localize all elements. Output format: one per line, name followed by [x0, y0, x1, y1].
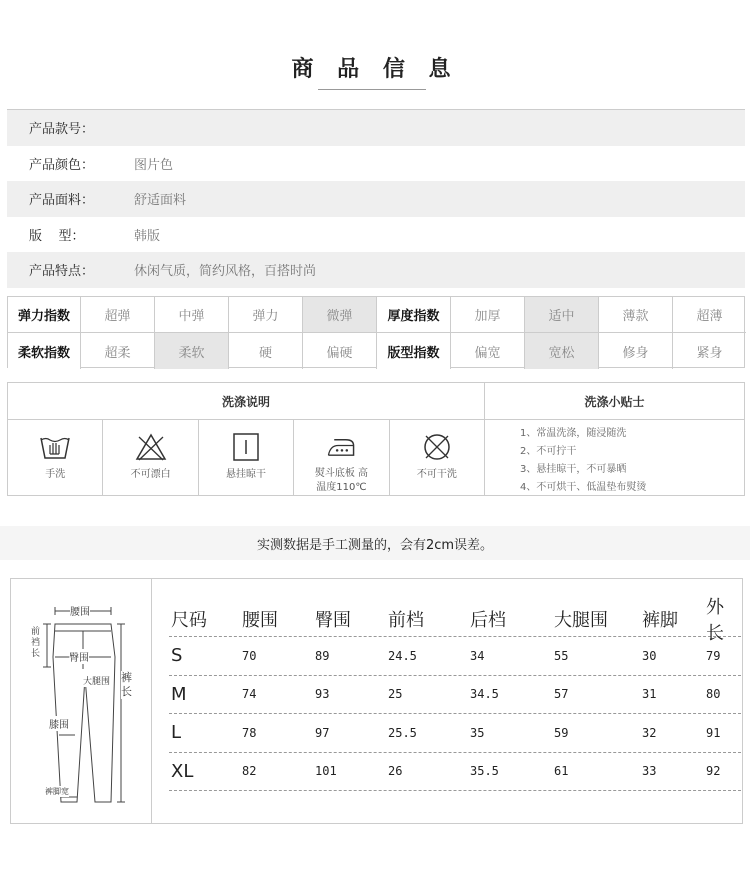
size-cell: 34.5: [470, 687, 499, 702]
divider: [151, 579, 152, 823]
info-row: [7, 217, 745, 253]
index-option-selected: 适中: [525, 297, 599, 333]
header-cell: 裤脚: [642, 609, 678, 631]
size-cell: 78: [242, 725, 257, 740]
info-value: 舒适面料: [134, 193, 187, 209]
wash-caption: 熨斗底板 高 温度110℃: [314, 468, 369, 493]
index-option: 超薄: [673, 297, 746, 333]
fit-label: 版型指数: [377, 333, 451, 369]
size-cell: 30: [642, 648, 657, 663]
index-option: 紧身: [696, 345, 723, 361]
index-option: 薄款: [599, 297, 673, 333]
size-cell: 79: [706, 648, 721, 663]
size-cell: 35: [470, 725, 485, 740]
wash-instructions-title: 洗涤说明: [8, 383, 485, 420]
info-label: 产品颜色：: [29, 157, 95, 173]
info-value: 图片色: [134, 157, 174, 173]
size-cell: 32: [642, 725, 657, 740]
info-row: [7, 110, 745, 146]
index-option-selected: 宽松: [525, 333, 599, 369]
wash-caption: 不可漂白: [130, 469, 171, 480]
tip-item: 4、不可烘干、低温垫布熨烫: [520, 482, 647, 493]
index-option: 弹力: [229, 297, 303, 333]
info-row: [7, 252, 745, 288]
size-cell: 101: [315, 764, 337, 779]
index-option: 加厚: [451, 297, 525, 333]
diagram-waist: 腰围: [70, 603, 90, 618]
header-cell: 外长: [706, 596, 724, 644]
wash-caption: 悬挂晾干: [226, 469, 267, 480]
diagram-front-rise: 前裆长: [31, 627, 45, 660]
page-title: 商 品 信 息: [291, 57, 459, 82]
info-value: 韩版: [134, 228, 161, 244]
product-info-table: [7, 109, 745, 288]
index-option-selected: 微弹: [303, 297, 377, 333]
info-label: 产品款号：: [29, 122, 95, 138]
header-cell: 后档: [470, 609, 506, 631]
wash-item: [294, 420, 389, 495]
wash-caption: 不可干洗: [416, 469, 457, 480]
size-cell: 89: [315, 648, 330, 663]
info-label: 产品特点：: [29, 264, 95, 280]
wash-caption: 手洗: [45, 469, 66, 480]
diagram-hip: 臀围: [69, 649, 89, 664]
index-grid: [7, 296, 745, 368]
index-option: 硬: [229, 333, 303, 369]
size-cell: 97: [315, 725, 330, 740]
thickness-label: 厚度指数: [377, 297, 451, 333]
size-table: [169, 596, 741, 791]
hand-wash-icon: [38, 432, 72, 462]
size-cell: XL: [171, 760, 194, 782]
diagram-length: 裤长: [121, 671, 135, 699]
size-cell: 59: [554, 725, 569, 740]
size-cell: 24.5: [388, 648, 417, 663]
header-cell: 臀围: [315, 609, 351, 631]
info-value: 休闲气质，简约风格，百搭时尚: [134, 264, 317, 280]
diagram-knee: 膝围: [49, 716, 69, 731]
wash-item: [103, 420, 198, 495]
size-cell: 55: [554, 648, 569, 663]
size-row: [169, 753, 741, 792]
header-cell: 腰围: [242, 609, 278, 631]
wash-section: [7, 382, 745, 496]
index-option-selected: 柔软: [155, 333, 229, 369]
size-cell: 26: [388, 764, 403, 779]
wash-tips-title: 洗涤小贴士: [485, 383, 744, 420]
no-dry-clean-icon: [420, 432, 454, 462]
size-cell: 34: [470, 648, 485, 663]
index-option: 偏硬: [303, 333, 377, 369]
size-cell: 57: [554, 687, 569, 702]
size-cell: 25.5: [388, 725, 417, 740]
measurement-note: 实测数据是手工测量的，会有2cm误差。: [0, 526, 750, 560]
header-cell: 尺码: [171, 609, 207, 631]
size-row: [169, 676, 741, 715]
size-cell: S: [171, 645, 183, 667]
tip-item: 2、不可拧干: [520, 446, 577, 457]
size-cell: 33: [642, 764, 657, 779]
tip-item: 3、悬挂晾干，不可暴晒: [520, 464, 627, 475]
info-label: 版 型：: [29, 228, 85, 244]
tip-item: 1、常温洗涤，随浸随洗: [520, 428, 627, 439]
size-cell: 93: [315, 687, 330, 702]
iron-icon: [324, 432, 358, 461]
size-cell: 70: [242, 648, 257, 663]
index-option: 偏宽: [451, 333, 525, 369]
wash-item: [390, 420, 484, 495]
wash-item: [8, 420, 103, 495]
wash-icons: [8, 420, 485, 495]
size-header-row: [169, 596, 741, 644]
softness-label: 柔软指数: [8, 333, 81, 369]
header-cell: 大腿围: [554, 609, 608, 631]
size-cell: 92: [706, 764, 721, 779]
index-option: 超柔: [81, 333, 155, 369]
wash-item: [199, 420, 294, 495]
index-option: 超弹: [81, 297, 155, 333]
diagram-hem: 裤脚宽: [45, 787, 69, 796]
size-row: [169, 637, 741, 676]
index-option: 修身: [599, 333, 673, 369]
size-cell: 74: [242, 687, 257, 702]
size-cell: 25: [388, 687, 403, 702]
size-cell: 35.5: [470, 764, 499, 779]
size-cell: L: [171, 722, 182, 744]
info-row: [7, 181, 745, 217]
info-label: 产品面料：: [29, 193, 95, 209]
title-underline: [318, 89, 426, 90]
size-section: [10, 578, 743, 824]
size-cell: 61: [554, 764, 569, 779]
size-cell: 80: [706, 687, 721, 702]
size-cell: 82: [242, 764, 257, 779]
size-cell: 91: [706, 725, 721, 740]
size-cell: M: [171, 683, 187, 705]
size-row: [169, 714, 741, 753]
size-cell: 31: [642, 687, 657, 702]
no-bleach-icon: [134, 432, 168, 462]
header-cell: 前档: [388, 609, 424, 631]
elasticity-label: 弹力指数: [8, 297, 81, 333]
index-option: 中弹: [155, 297, 229, 333]
hang-dry-icon: [229, 432, 263, 462]
diagram-thigh: 大腿围: [83, 674, 110, 687]
info-row: [7, 146, 745, 182]
wash-tips: [520, 425, 646, 497]
